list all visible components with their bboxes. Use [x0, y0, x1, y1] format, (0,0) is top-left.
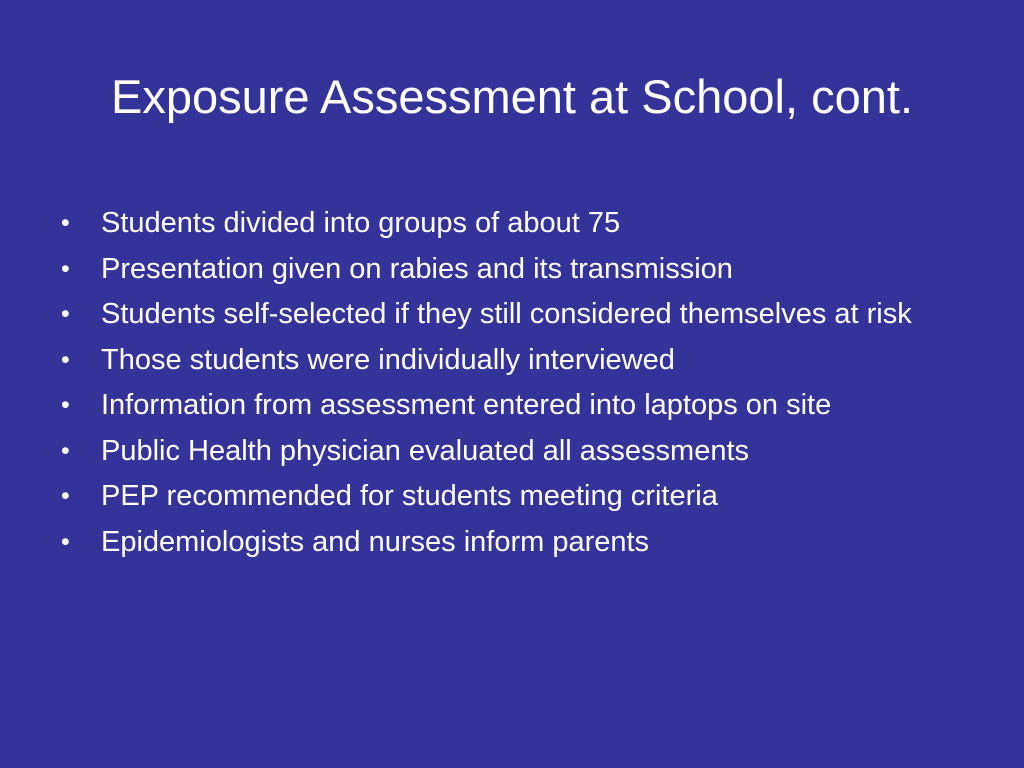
bullet-text: PEP recommended for students meeting criteria [101, 480, 718, 512]
bullet-marker: • [61, 482, 70, 510]
bullet-text: Students self-selected if they still considered themselves at risk [101, 298, 912, 330]
bullet-item [58, 252, 978, 286]
bullet-text: Presentation given on rabies and its transmission [101, 252, 733, 285]
bullet-marker: • [61, 527, 70, 556]
bullet-item [58, 479, 978, 513]
bullet-marker: • [61, 436, 70, 465]
bullet-item [58, 343, 978, 377]
bullet-marker: • [61, 391, 70, 419]
slide-title: Exposure Assessment at School, cont. [110, 70, 914, 123]
bullet-marker: • [61, 209, 70, 237]
bullet-item [58, 206, 978, 240]
bullet-item [58, 434, 978, 468]
bullet-text: Epidemiologists and nurses inform parents [101, 525, 650, 558]
bullet-text: Those students were individually interviewed [101, 343, 675, 376]
bullet-item [58, 525, 978, 559]
bullet-item [58, 297, 978, 331]
bullet-marker: • [61, 300, 70, 328]
bullet-text: Information from assessment entered into laptops on site [101, 389, 832, 421]
bullet-list [58, 206, 978, 570]
bullet-text: Students divided into groups of about 75 [101, 207, 621, 239]
bullet-marker: • [61, 345, 70, 374]
bullet-text: Public Health physician evaluated all assessments [101, 434, 750, 467]
bullet-item [58, 388, 978, 422]
bullet-marker: • [61, 254, 70, 283]
